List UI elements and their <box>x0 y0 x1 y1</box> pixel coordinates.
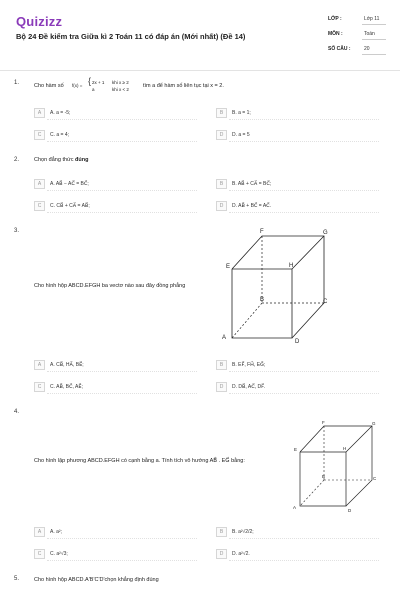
vertex-label-b: B <box>260 297 265 303</box>
option-text: D. a²√2. <box>232 551 250 557</box>
option-text: C. a²√3; <box>50 551 68 557</box>
vertex-label-a: A <box>222 335 227 341</box>
vertex-labels <box>222 229 328 345</box>
answer-option-d[interactable] <box>216 548 376 560</box>
option-letter-c: C <box>34 130 45 140</box>
option-divider <box>229 212 379 213</box>
vertex-label-d: D <box>348 508 352 513</box>
option-letter-a: A <box>34 527 45 537</box>
question-number: 4. <box>14 409 20 415</box>
question-text-main: Chọn đẳng thức <box>34 157 74 163</box>
solid-edges <box>232 236 324 338</box>
vertex-label-f: F <box>322 420 325 425</box>
option-divider <box>229 538 379 539</box>
option-text: B. a²√2/2; <box>232 529 254 535</box>
hidden-edges <box>300 426 372 506</box>
option-text: C. AB⃗, BC⃗, AE⃗; <box>50 384 83 390</box>
option-divider <box>229 371 379 372</box>
class-underline <box>362 24 386 25</box>
option-divider <box>229 119 379 120</box>
vertex-label-e: E <box>294 447 298 452</box>
option-divider <box>47 141 197 142</box>
option-letter-b: B <box>216 360 227 370</box>
question-count-value: 20 <box>364 46 370 52</box>
vertex-label-h: H <box>343 446 347 451</box>
option-letter-b: B <box>216 108 227 118</box>
vertex-label-c: C <box>323 299 328 305</box>
worksheet-header <box>0 0 400 70</box>
hidden-edges <box>232 236 324 338</box>
answer-option-d[interactable] <box>216 129 376 141</box>
option-divider <box>229 560 379 561</box>
header-divider <box>0 70 400 71</box>
option-text: C. a = 4; <box>50 132 70 138</box>
option-letter-c: C <box>34 382 45 392</box>
option-text: D. DB⃗, AC⃗, DF⃗. <box>232 384 266 390</box>
subject-label: MÔN : <box>328 31 343 37</box>
vertex-label-g: G <box>323 230 328 236</box>
option-letter-d: D <box>216 549 227 559</box>
option-divider <box>47 538 197 539</box>
vertex-label-d: D <box>295 339 300 345</box>
option-divider <box>229 141 379 142</box>
option-divider <box>47 560 197 561</box>
question-text-before: Cho hàm số <box>34 83 64 89</box>
option-letter-d: D <box>216 201 227 211</box>
vertex-label-a: A <box>293 505 297 510</box>
option-divider <box>47 393 197 394</box>
question-count-label: SỐ CÂU : <box>328 46 351 52</box>
answer-option-c[interactable] <box>34 200 194 212</box>
question-text: Cho hình hộp ABCD.A'B'C'D'chọn khẳng định đúng <box>34 577 159 583</box>
class-label: LỚP : <box>328 16 342 22</box>
option-text: D. AB⃗ + BC⃗ = AC⃗. <box>232 203 272 209</box>
option-text: D. a = 5 <box>232 132 250 138</box>
case-1-condition: khi x ≥ 2 <box>112 80 129 85</box>
answer-option-d[interactable] <box>216 381 376 393</box>
question-text-after: tìm a để hàm số liên tục tại x = 2. <box>143 83 224 89</box>
function-name: f(x) = <box>72 83 83 88</box>
answer-option-a[interactable] <box>34 359 194 371</box>
vertex-label-f: F <box>260 229 264 235</box>
answer-option-b[interactable] <box>216 526 376 538</box>
option-letter-c: C <box>34 201 45 211</box>
option-letter-b: B <box>216 527 227 537</box>
question-number: 2. <box>14 157 20 163</box>
option-divider <box>47 119 197 120</box>
option-text: B. AB⃗ + CA⃗ = BC⃗; <box>232 181 272 187</box>
answer-option-a[interactable] <box>34 107 194 119</box>
option-text: B. a = 1; <box>232 110 251 116</box>
vertex-label-g: G <box>372 421 376 426</box>
option-text: A. AB⃗ − AC⃗ = BC⃗; <box>50 181 89 187</box>
option-letter-a: A <box>34 360 45 370</box>
option-divider <box>47 371 197 372</box>
parallelepiped-figure <box>222 226 338 350</box>
vertex-label-e: E <box>226 264 231 270</box>
option-text: C. CB⃗ + CA⃗ = AB⃗; <box>50 203 90 209</box>
piecewise-brace: { <box>88 76 92 86</box>
option-text: A. CB⃗, HA⃗, BE⃗; <box>50 362 84 368</box>
answer-option-a[interactable] <box>34 178 194 190</box>
answer-option-c[interactable] <box>34 381 194 393</box>
vertex-label-h: H <box>289 263 294 269</box>
question-count-underline <box>362 54 386 55</box>
case-2-condition: khi x < 2 <box>112 87 129 92</box>
option-divider <box>47 190 197 191</box>
question-text-emphasis: đúng <box>75 157 89 163</box>
question-text <box>34 157 88 163</box>
answer-option-c[interactable] <box>34 129 194 141</box>
subject-underline <box>362 39 386 40</box>
question-number: 5. <box>14 576 20 582</box>
case-2-expression: a <box>92 87 95 92</box>
option-letter-b: B <box>216 179 227 189</box>
question-text <box>34 83 64 89</box>
question-text: Cho hình lập phương ABCD.EFGH có cạnh bằng a. Tính tích vô hướng AB⃗ . EG⃗ bằng: <box>34 458 245 464</box>
option-letter-d: D <box>216 130 227 140</box>
option-letter-a: A <box>34 179 45 189</box>
vertex-label-b: B <box>322 474 326 479</box>
subject-value: Toán <box>364 31 375 37</box>
question-number: 3. <box>14 228 20 234</box>
question-text: Cho hình hộp ABCD.EFGH ba vectơ nào sau đây đồng phẳng <box>34 283 186 289</box>
option-letter-a: A <box>34 108 45 118</box>
option-letter-d: D <box>216 382 227 392</box>
option-divider <box>47 212 197 213</box>
option-letter-c: C <box>34 549 45 559</box>
solid-edges <box>300 426 372 506</box>
answer-option-b[interactable] <box>216 178 376 190</box>
quizizz-logo: Quizizz <box>16 14 63 29</box>
option-divider <box>229 190 379 191</box>
question-number: 1. <box>14 80 20 86</box>
option-text: A. a²; <box>50 529 62 535</box>
option-divider <box>229 393 379 394</box>
answer-option-b[interactable] <box>216 359 376 371</box>
page-title: Bộ 24 Đề kiểm tra Giữa kì 2 Toán 11 có đáp án (Mới nhất) (Đề 14) <box>16 32 246 41</box>
answer-option-b[interactable] <box>216 107 376 119</box>
case-1-expression: 2x + 1 <box>92 80 105 85</box>
answer-option-c[interactable] <box>34 548 194 560</box>
option-text: B. EF⃗, FH⃗, EG⃗; <box>232 362 266 368</box>
option-text: A. a = -5; <box>50 110 71 116</box>
answer-option-d[interactable] <box>216 200 376 212</box>
class-value: Lớp 11 <box>364 16 380 22</box>
vertex-label-c: C <box>373 476 377 481</box>
answer-option-a[interactable] <box>34 526 194 538</box>
cube-figure <box>292 418 378 516</box>
